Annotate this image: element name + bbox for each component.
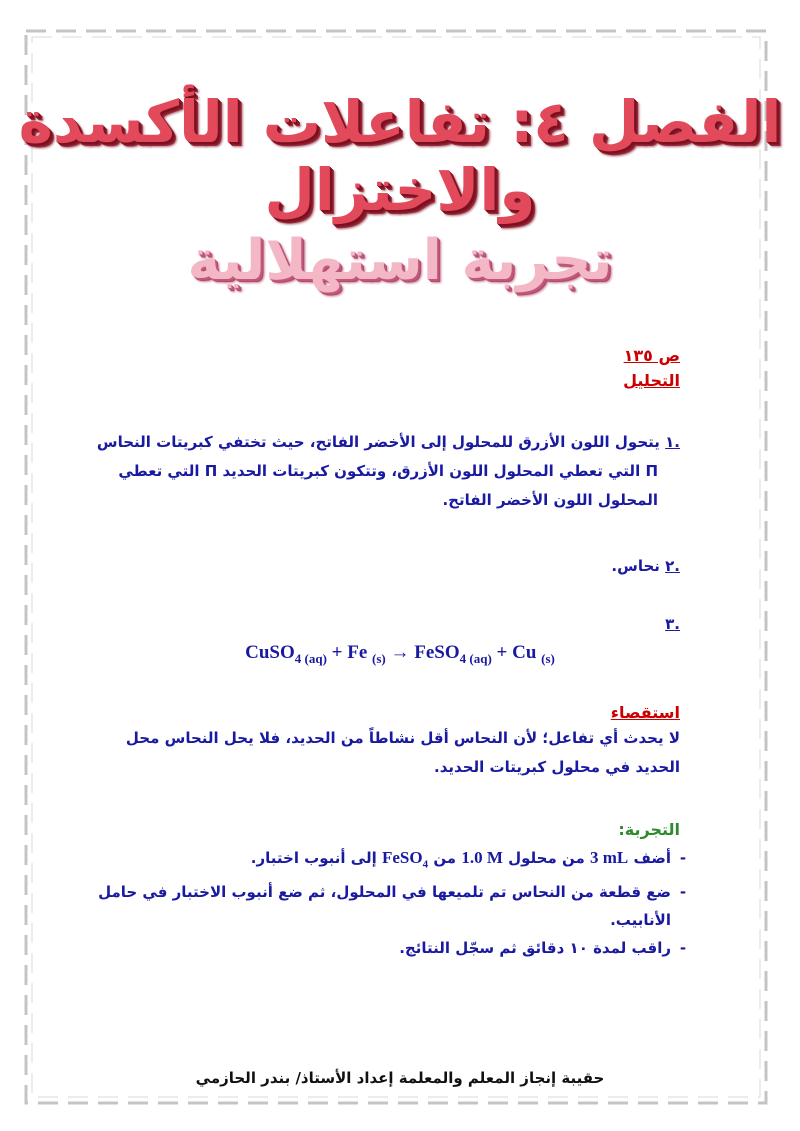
chapter-title: الفصل ٤: تفاعلات الأكسدة والاختزال <box>18 88 782 224</box>
step-2-line-1: ضع قطعة من النحاس تم تلميعها في المحلول، ثم ضع أنبوب الاختبار في حامل <box>98 883 671 902</box>
item-2-text: نحاس. <box>611 557 660 575</box>
page-reference: ص ١٣٥ <box>623 346 680 365</box>
step-1-formula-base: FeSO <box>381 848 423 867</box>
step-2 <box>98 878 695 906</box>
eq-cu-sub: (s) <box>541 650 555 666</box>
eq-fe-sub: (s) <box>372 650 386 666</box>
item-1-line-2: П التي تعطي المحلول اللون الأزرق، وتتكون كبريتات الحديد П التي تعطي <box>118 462 658 480</box>
item-3-number: .٣ <box>665 615 680 633</box>
step-3-bullet: - <box>679 939 687 958</box>
item-2-number: .٢ <box>665 557 680 575</box>
item-2 <box>611 552 680 581</box>
step-1-molarity: 1.0 M <box>461 848 503 867</box>
chemical-equation <box>0 642 800 667</box>
step-2-line-2: الأنابيب. <box>610 911 671 930</box>
inquiry-heading: استقصاء <box>610 703 680 722</box>
inquiry-line-1: لا يحدث أي تفاعل؛ لأن النحاس أقل نشاطاً من الحديد، فلا يحل النحاس محل <box>125 729 680 747</box>
experiment-steps <box>98 844 695 962</box>
step-1-g: إلى أنبوب اختبار. <box>250 849 377 867</box>
experiment-subtitle: تجربة استهلالية <box>187 228 613 293</box>
step-1-c: من محلول <box>508 849 585 867</box>
eq-cuso4: CuSO <box>245 642 295 663</box>
step-3 <box>98 934 695 962</box>
item-3 <box>665 610 680 639</box>
footer-credit: حقيبة إنجاز المعلم والمعلمة إعداد الأستاذ/ بندر الحازمي <box>195 1069 605 1087</box>
step-1-formula-sub: 4 <box>422 858 429 871</box>
eq-cu: + Cu <box>491 642 542 663</box>
item-1-number: .١ <box>665 433 680 451</box>
step-1 <box>98 844 695 878</box>
inquiry-line-2: الحديد في محلول كبريتات الحديد. <box>434 758 680 776</box>
step-3-text: راقب لمدة ١٠ دقائق ثم سجّل النتائج. <box>399 939 671 958</box>
item-1-line-3: المحلول اللون الأخضر الفاتح. <box>442 491 658 509</box>
eq-fe: + Fe <box>326 642 373 663</box>
item-1-line-1 <box>97 428 680 457</box>
step-1-a: أضف <box>633 849 671 867</box>
eq-cuso4-sub: 4 (aq) <box>294 650 327 666</box>
experiment-heading: التجربة: <box>618 820 680 839</box>
item-1-text-1: يتحول اللون الأزرق للمحلول إلى الأخضر الفاتح، حيث تختفي كبريتات النحاس <box>96 433 660 451</box>
step-1-formula <box>381 848 429 871</box>
eq-feso4: → FeSO <box>385 642 460 663</box>
inquiry-text <box>126 724 680 782</box>
step-1-e: من <box>433 849 457 867</box>
analysis-heading: التحليل <box>623 371 680 390</box>
step-1-volume: 3 mL <box>590 848 629 867</box>
step-1-bullet: - <box>679 849 687 867</box>
item-1 <box>97 428 680 515</box>
eq-feso4-sub: 4 (aq) <box>459 650 492 666</box>
step-2-bullet: - <box>679 883 687 902</box>
